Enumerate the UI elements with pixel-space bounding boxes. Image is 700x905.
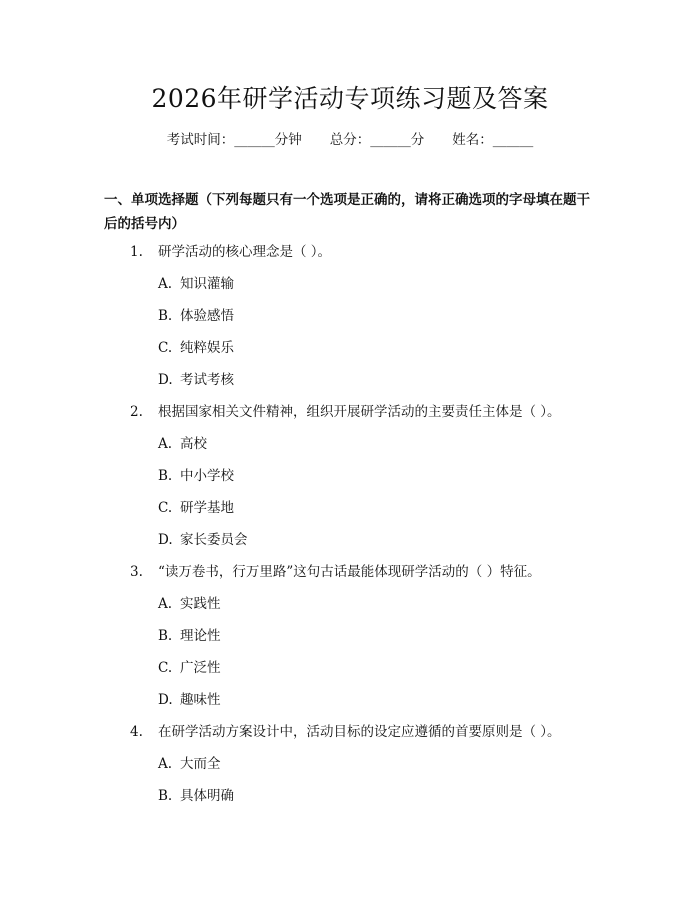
option-text: 具体明确 (180, 788, 234, 804)
option-text: 家长委员会 (180, 532, 248, 548)
option-text: 理论性 (180, 628, 221, 644)
question-4-option-a (158, 754, 221, 774)
question-1-option-d (158, 370, 234, 390)
question-2-option-a (158, 434, 207, 454)
question-2 (104, 402, 600, 422)
option-letter: A. (158, 436, 173, 452)
question-1-option-b (158, 306, 234, 326)
question-2-option-c (158, 498, 234, 518)
total-score-label: 总分：______分 (329, 132, 425, 148)
option-text: 高校 (180, 436, 207, 452)
question-text: 根据国家相关文件精神，组织开展研学活动的主要责任主体是（ ）。 (158, 404, 561, 420)
question-text: “读万卷书，行万里路”这句古话最能体现研学活动的（ ）特征。 (158, 564, 541, 580)
question-number: 4. (130, 724, 143, 740)
option-letter: C. (158, 500, 173, 516)
document-title: 2026年研学活动专项练习题及答案 (151, 84, 549, 113)
name-label: 姓名：______ (452, 132, 534, 148)
question-1-option-a (158, 274, 234, 294)
option-text: 大而全 (180, 756, 221, 772)
question-1-option-c (158, 338, 234, 358)
option-text: 趣味性 (180, 692, 221, 708)
question-text: 在研学活动方案设计中，活动目标的设定应遵循的首要原则是（ ）。 (158, 724, 561, 740)
option-text: 考试考核 (180, 372, 234, 388)
option-text: 研学基地 (180, 500, 234, 516)
question-3 (104, 562, 600, 582)
option-letter: D. (158, 532, 173, 548)
option-letter: A. (158, 276, 173, 292)
question-3-option-c (158, 658, 221, 678)
option-text: 广泛性 (180, 660, 221, 676)
question-2-option-d (158, 530, 248, 550)
exam-time-label: 考试时间：______分钟 (166, 132, 302, 148)
option-letter: B. (158, 788, 173, 804)
option-letter: A. (158, 596, 173, 612)
option-text: 纯粹娱乐 (180, 340, 234, 356)
option-letter: B. (158, 308, 173, 324)
question-2-option-b (158, 466, 234, 486)
question-3-option-b (158, 626, 221, 646)
option-text: 知识灌输 (180, 276, 234, 292)
option-letter: C. (158, 340, 173, 356)
question-text: 研学活动的核心理念是（ ）。 (158, 244, 332, 260)
option-letter: B. (158, 468, 173, 484)
option-letter: D. (158, 692, 173, 708)
option-letter: B. (158, 628, 173, 644)
question-4-option-b (158, 786, 234, 806)
option-text: 体验感悟 (180, 308, 234, 324)
question-number: 1. (130, 244, 143, 260)
question-3-option-a (158, 594, 221, 614)
question-number: 2. (130, 404, 143, 420)
option-letter: C. (158, 660, 173, 676)
question-4 (104, 722, 600, 742)
question-3-option-d (158, 690, 221, 710)
option-text: 中小学校 (180, 468, 234, 484)
question-1 (104, 242, 600, 262)
question-number: 3. (130, 564, 143, 580)
section-heading: 一、单项选择题（下列每题只有一个选项是正确的，请将正确选项的字母填在题干后的括号内） (104, 192, 590, 232)
option-text: 实践性 (180, 596, 221, 612)
option-letter: D. (158, 372, 173, 388)
option-letter: A. (158, 756, 173, 772)
exam-meta-line (0, 130, 700, 150)
